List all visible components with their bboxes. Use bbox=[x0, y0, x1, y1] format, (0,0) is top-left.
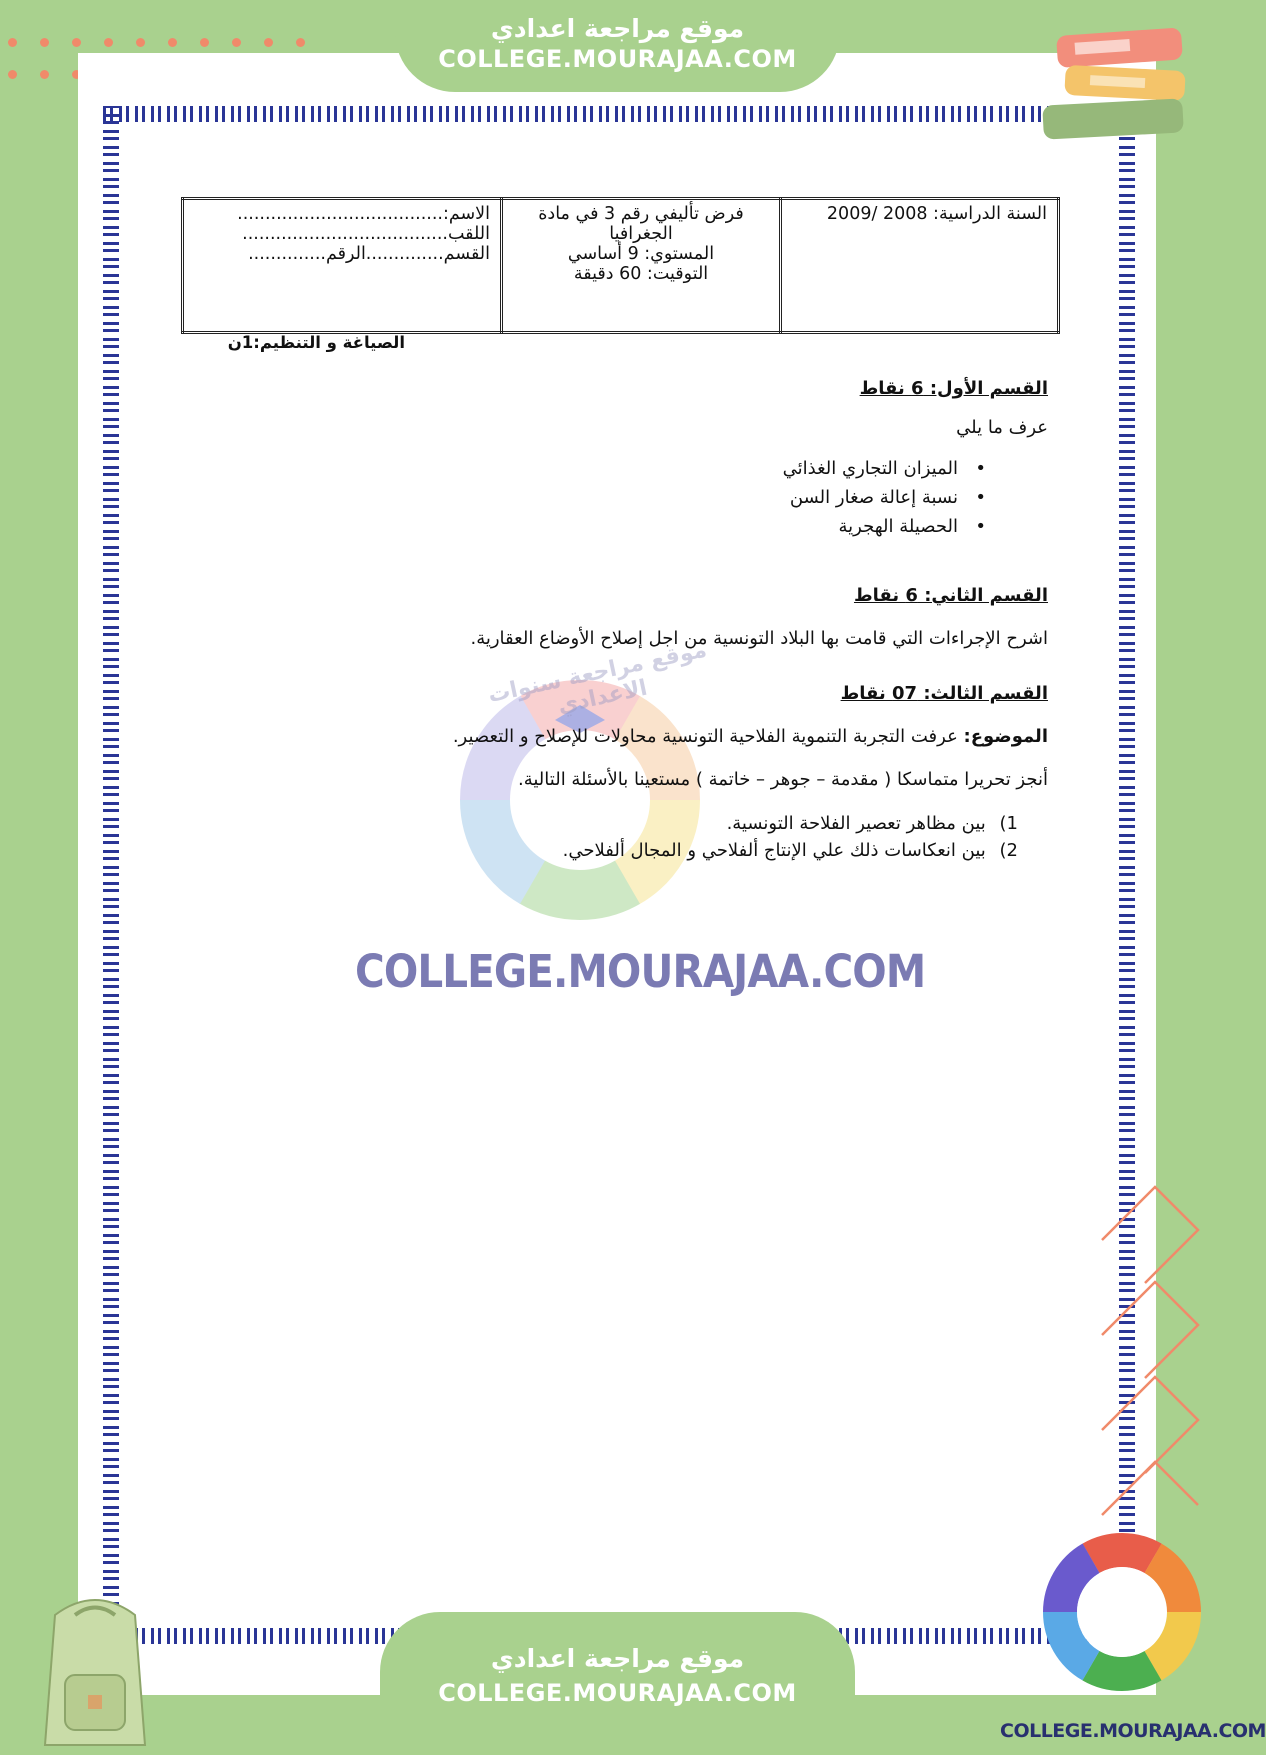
school-year: السنة الدراسية: 2008 /2009 bbox=[826, 204, 1047, 224]
watermark-arabic: موقع مراجعة سنوات الاعدادي bbox=[485, 637, 709, 719]
list-item: • الحصيلة الهجرية bbox=[340, 512, 958, 541]
footer-logo: COLLEGE.MOURAJAA.COM bbox=[1000, 1720, 1266, 1742]
section2-question: اشرح الإجراءات التي قامت بها البلاد التونسية من اجل إصلاح الأوضاع العقارية. bbox=[470, 628, 1048, 649]
topic-text: عرفت التجربة التنموية الفلاحية التونسية محاولات للإصلاح و التعصير. bbox=[452, 726, 964, 747]
surname-field: اللقب..................................... bbox=[242, 224, 490, 244]
question-item bbox=[340, 810, 1018, 837]
frame-left bbox=[103, 106, 119, 1644]
section3-questions bbox=[340, 810, 1048, 864]
exam-title-line1: فرض تأليفي رقم 3 في مادة bbox=[538, 204, 744, 224]
question-number: 2) bbox=[999, 840, 1018, 861]
exam-level: المستوي: 9 أساسي bbox=[567, 244, 715, 264]
name-field: الاسم:..................................... bbox=[237, 204, 490, 224]
section3-instruction: أنجز تحريرا متماسكا ( مقدمة – جوهر – خاتمة ) مستعينا بالأسئلة التالية. bbox=[518, 769, 1048, 790]
top-banner-latin: COLLEGE.MOURAJAA.COM bbox=[438, 45, 797, 73]
section3 bbox=[340, 683, 1048, 864]
form-note: الصياغة و التنظيم:1ن bbox=[227, 333, 405, 352]
topic-label: الموضوع: bbox=[963, 726, 1048, 747]
section3-title: القسم الثالث: 07 نقاط bbox=[840, 683, 1048, 704]
section3-topic bbox=[340, 726, 1048, 747]
section1-title: القسم الأول: 6 نقاط bbox=[859, 378, 1048, 399]
exam-info-cell bbox=[502, 199, 781, 333]
question-text: بين انعكاسات ذلك علي الإنتاج ألفلاحي و المجال ألفلاحي. bbox=[562, 840, 986, 861]
bottom-banner-arabic: موقع مراجعة اعدادي bbox=[490, 1644, 745, 1673]
section1-list bbox=[340, 454, 1048, 541]
footer-wheel-icon bbox=[1040, 1530, 1205, 1695]
question-text: بين مظاهر تعصير الفلاحة التونسية. bbox=[726, 813, 986, 834]
question-number: 1) bbox=[999, 813, 1018, 834]
bottom-banner-latin: COLLEGE.MOURAJAA.COM bbox=[438, 1679, 797, 1707]
exam-title-line2: الجغرافيا bbox=[609, 224, 673, 244]
exam-duration: التوقيت: 60 دقيقة bbox=[573, 264, 709, 284]
section1 bbox=[340, 378, 1048, 541]
books-icon bbox=[1035, 18, 1205, 143]
section1-instruction: عرف ما يلي bbox=[956, 417, 1048, 438]
list-item: • نسبة إعالة صغار السن bbox=[340, 483, 958, 512]
backpack-icon bbox=[20, 1585, 170, 1755]
exam-header-table bbox=[181, 197, 1060, 334]
list-item: • الميزان التجاري الغذائي bbox=[340, 454, 958, 483]
bottom-banner bbox=[380, 1612, 855, 1754]
section2-title: القسم الثاني: 6 نقاط bbox=[853, 585, 1048, 606]
question-item bbox=[340, 837, 1018, 864]
watermark-latin: COLLEGE.MOURAJAA.COM bbox=[355, 945, 926, 998]
class-field: القسم..............الرقم.............. bbox=[248, 244, 490, 264]
top-banner bbox=[395, 0, 840, 92]
school-year-cell bbox=[781, 199, 1059, 333]
frame-top bbox=[103, 106, 1135, 122]
chevron-decoration-icon bbox=[1100, 1185, 1200, 1540]
top-banner-arabic: موقع مراجعة اعدادي bbox=[490, 14, 745, 43]
student-info-cell bbox=[183, 199, 502, 333]
